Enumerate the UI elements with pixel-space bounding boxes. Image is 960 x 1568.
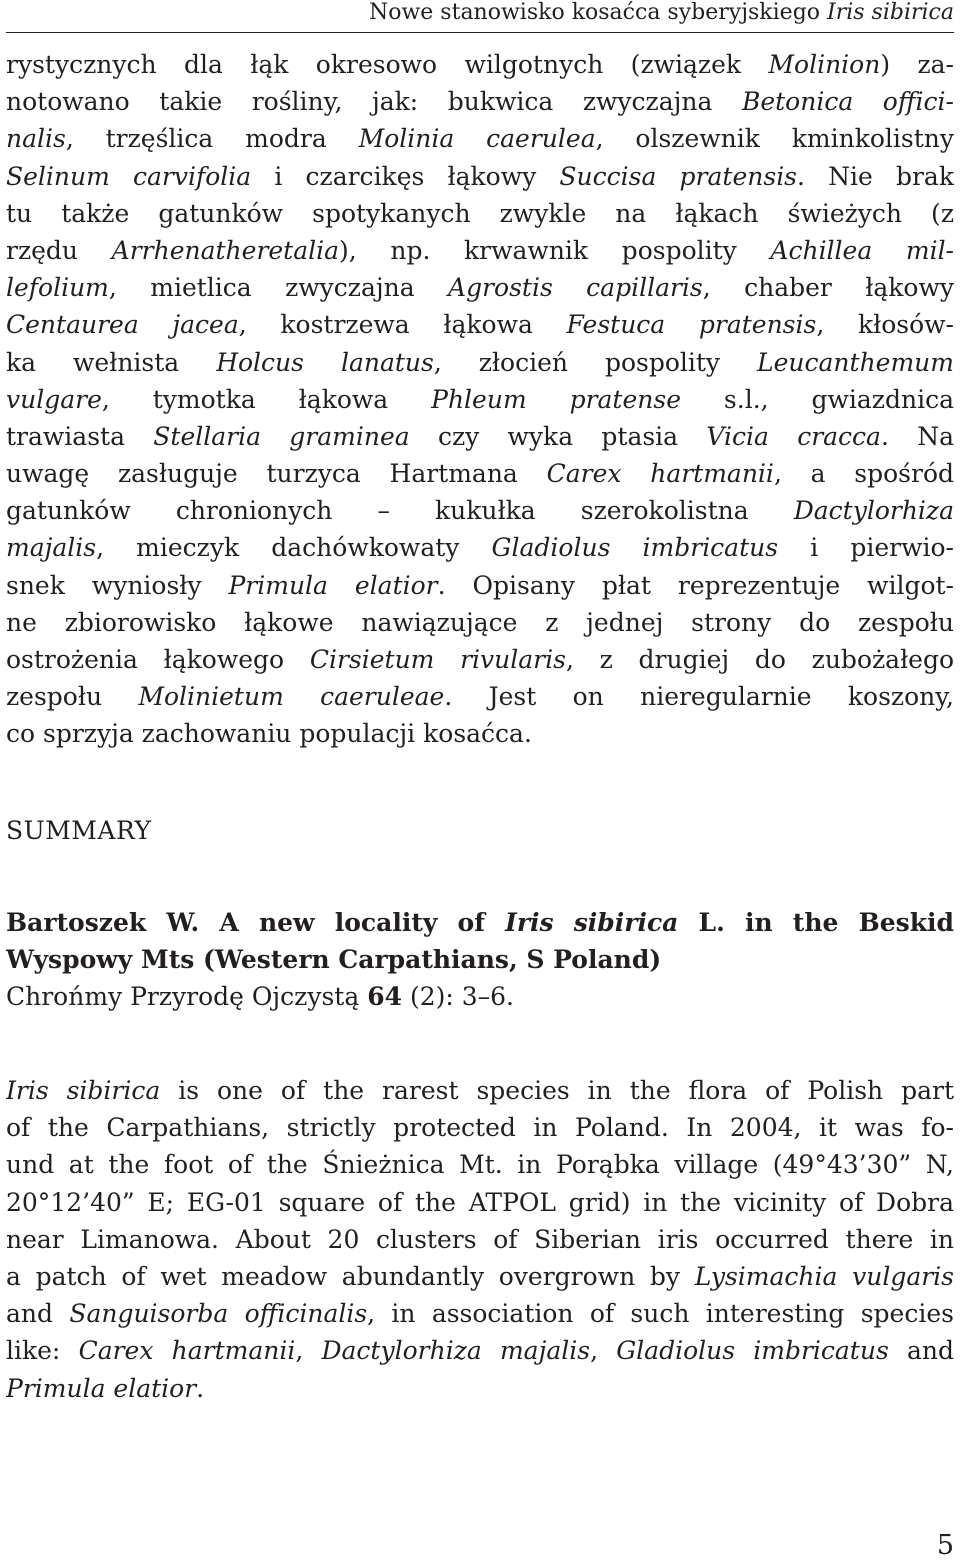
text-run: , in association of such interesting species	[367, 1299, 954, 1329]
species-name: nalis	[6, 124, 66, 154]
text-run: ,	[295, 1336, 322, 1366]
species-name: Centaurea jacea	[6, 310, 239, 340]
species-name: Carex hartmanii	[78, 1336, 296, 1366]
text-line	[6, 418, 954, 455]
text-run: ostrożenia łąkowego	[6, 645, 310, 674]
text-run: und at the foot of the Śnieżnica Mt. in Porąbka village (49°43’30” N,	[6, 1150, 954, 1180]
text-run: and	[888, 1336, 954, 1366]
bold-text: L. in the Beskid	[678, 908, 954, 937]
text-line	[6, 904, 954, 941]
text-run: snek wyniosły	[6, 570, 229, 600]
text-run: of the Carpathians, strictly protected in Poland. In 2004, it was fo-	[6, 1113, 954, 1143]
text-line	[6, 1258, 954, 1295]
text-run: , złocień pospolity	[433, 347, 758, 377]
text-line	[6, 1109, 954, 1146]
text-run: a patch of wet meadow abundantly overgrown by	[6, 1261, 695, 1291]
text-line	[6, 492, 954, 529]
text-run: rzędu	[6, 235, 112, 265]
text-line	[6, 232, 954, 269]
text-run: like:	[6, 1336, 79, 1366]
text-run: trawiasta	[6, 421, 154, 451]
text-line	[6, 269, 954, 306]
text-run: i czarcikęs łąkowy	[251, 161, 560, 191]
text-run: .	[196, 1373, 205, 1403]
species-name: Iris sibirica	[505, 908, 679, 937]
summary-heading: SUMMARY	[6, 816, 152, 845]
text-line	[6, 1221, 954, 1258]
text-line	[6, 1370, 954, 1407]
text-line	[6, 1184, 954, 1221]
summary-abstract	[6, 1072, 954, 1407]
species-name: Vicia cracca	[706, 421, 881, 451]
text-line	[6, 306, 954, 343]
text-run: ) za-	[880, 50, 954, 79]
text-run: , kłosów-	[816, 310, 954, 340]
text-run: is one of the rarest species in the flora of Polish part	[160, 1076, 954, 1105]
species-name: Selinum carvifolia	[6, 161, 252, 191]
page-number: 5	[936, 1530, 954, 1561]
text-line	[6, 83, 954, 120]
bold-text: 64	[367, 982, 402, 1012]
text-run: , olszewnik kminkolistny	[595, 124, 954, 154]
species-name: Agrostis capillaris	[448, 273, 703, 303]
bold-text: Wyspowy Mts (Western Carpathians, S Poland)	[6, 945, 662, 975]
text-line	[6, 195, 954, 232]
text-line	[6, 381, 954, 418]
species-name: Molinietum caeruleae	[138, 682, 445, 712]
species-name: Arrhenatheretalia	[111, 235, 340, 265]
text-line	[6, 678, 954, 715]
text-line	[6, 641, 954, 678]
bold-text: Bartoszek W. A new locality of	[6, 908, 506, 937]
species-name: Achillea mil-	[770, 235, 954, 265]
text-run: co sprzyja zachowaniu populacji kosaćca.	[6, 719, 532, 749]
species-name: Primula elatior	[6, 1373, 197, 1403]
running-title-species: Iris sibirica	[827, 0, 954, 25]
text-line	[6, 344, 954, 381]
text-run: i pierwio-	[778, 533, 954, 563]
text-run: (2): 3–6.	[402, 982, 514, 1012]
text-line	[6, 604, 954, 641]
text-run: ne zbiorowisko łąkowe nawiązujące z jednej strony do zespołu	[6, 607, 954, 637]
text-line	[6, 529, 954, 566]
text-run: zespołu	[6, 682, 139, 712]
text-line	[6, 1146, 954, 1183]
text-run: , trzęślica modra	[65, 124, 359, 154]
species-name: Sanguisorba officinalis	[69, 1299, 368, 1329]
species-name: lefolium	[6, 273, 109, 303]
text-run: tu także gatunków spotykanych zwykle na łąkach świeżych (z	[6, 198, 954, 228]
text-run: gatunków chronionych – kukułka szerokolistna	[6, 496, 794, 526]
text-run: . Opisany płat reprezentuje wilgot-	[437, 570, 954, 600]
text-line	[6, 455, 954, 492]
text-line	[6, 941, 954, 978]
text-run: , mieczyk dachówkowaty	[96, 533, 492, 563]
text-run: , z drugiej do zubożałego	[565, 645, 954, 674]
species-name: Gladiolus imbricatus	[491, 533, 779, 563]
text-run: , kostrzewa łąkowa	[238, 310, 567, 340]
text-run: rystycznych dla łąk okresowo wilgotnych (związek	[6, 50, 769, 79]
running-title: Nowe stanowisko kosaćca syberyjskiego	[368, 0, 821, 25]
text-run: 20°12’40” E; EG-01 square of the ATPOL grid) in the vicinity of Dobra	[6, 1187, 954, 1217]
species-name: Succisa pratensis	[559, 161, 798, 191]
species-name: vulgare	[6, 384, 102, 414]
species-name: Gladiolus imbricatus	[616, 1336, 889, 1366]
species-name: Carex hartmanii	[546, 459, 774, 489]
text-line	[6, 1295, 954, 1332]
text-run: uwagę zasługuje turzyca Hartmana	[6, 459, 547, 489]
text-run: , mietlica zwyczajna	[108, 273, 449, 303]
species-name: Dactylorhiza majalis	[321, 1336, 591, 1366]
text-line	[6, 46, 954, 83]
running-head	[369, 0, 954, 26]
species-name: Molinion	[768, 50, 881, 79]
text-run: s.l., gwiazdnica	[681, 384, 954, 414]
species-name: Molinia caerulea	[358, 124, 596, 154]
species-name: Stellaria graminea	[153, 421, 410, 451]
text-run: . Nie brak	[797, 161, 954, 191]
text-run: . Na	[880, 421, 954, 451]
text-run: Chrońmy Przyrodę Ojczystą	[6, 982, 368, 1012]
text-line	[6, 120, 954, 157]
text-line	[6, 715, 954, 752]
text-run: czy wyka ptasia	[409, 421, 707, 451]
text-run: , a spośród	[773, 459, 954, 489]
body-paragraph-polish	[6, 46, 954, 753]
species-name: Holcus lanatus	[216, 347, 434, 377]
text-run: , tymotka łąkowa	[101, 384, 432, 414]
species-name: Leucanthemum	[757, 347, 954, 377]
species-name: Dactylorhiza	[793, 496, 954, 526]
text-run: ka wełnista	[6, 347, 217, 377]
species-name: Festuca pratensis	[566, 310, 817, 340]
species-name: Betonica offici-	[741, 87, 954, 117]
text-run: ,	[590, 1336, 617, 1366]
text-line	[6, 567, 954, 604]
species-name: majalis	[6, 533, 97, 563]
species-name: Lysimachia vulgaris	[694, 1261, 954, 1291]
summary-reference	[6, 904, 954, 1016]
text-line	[6, 1332, 954, 1369]
text-run: and	[6, 1299, 70, 1329]
text-run: ), np. krwawnik pospolity	[339, 235, 771, 265]
species-name: Phleum pratense	[431, 384, 681, 414]
species-name: Primula elatior	[228, 570, 438, 600]
species-name: Cirsietum rivularis	[309, 645, 566, 674]
header-rule	[6, 32, 954, 33]
species-name: Iris sibirica	[6, 1076, 161, 1105]
text-run: near Limanowa. About 20 clusters of Siberian iris occurred there in	[6, 1224, 954, 1254]
text-line	[6, 978, 954, 1015]
text-line	[6, 158, 954, 195]
text-run: , chaber łąkowy	[702, 273, 954, 303]
text-line	[6, 1072, 954, 1109]
text-run: notowano takie rośliny, jak: bukwica zwyczajna	[6, 87, 742, 117]
text-run: . Jest on nieregularnie koszony,	[444, 682, 954, 712]
